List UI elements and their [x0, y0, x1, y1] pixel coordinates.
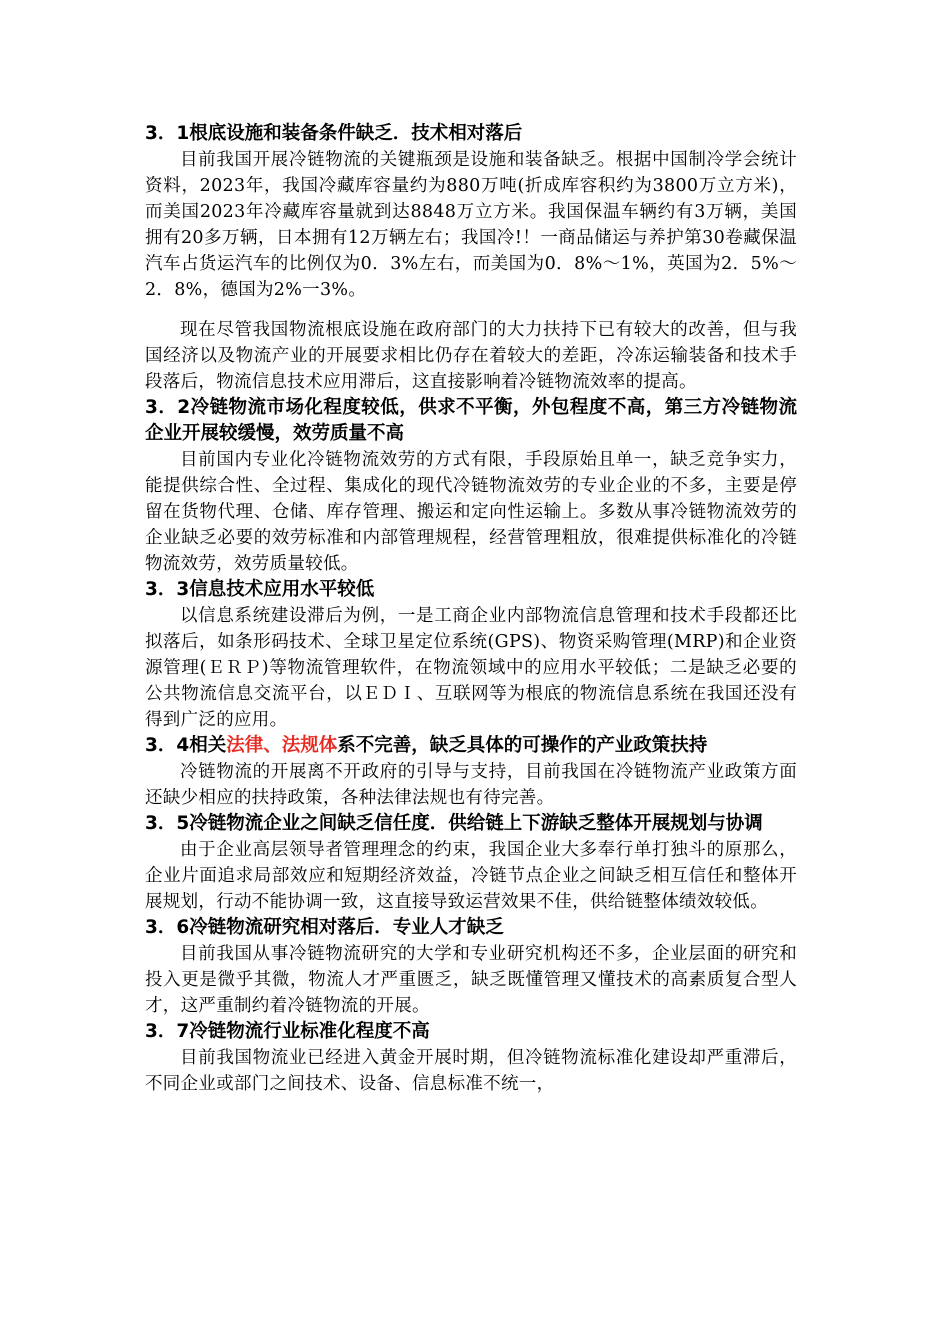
- section-heading-3-4: [145, 733, 797, 759]
- section-heading-3-2: 3．2冷链物流市场化程度较低，供求不平衡，外包程度不高，第三方冷链物流企业开展较缓慢，效劳质量不高: [145, 397, 797, 444]
- section-heading-3-1: 3．1根底设施和装备条件缺乏．技术相对落后: [145, 123, 523, 144]
- section-heading-3-6: 3．6冷链物流研究相对落后．专业人才缺乏: [145, 917, 504, 938]
- paragraph: 以信息系统建设滞后为例，一是工商企业内部物流信息管理和技术手段都还比拟落后，如条形码技术、全球卫星定位系统(GPS)、物资采购管理(MRP)和企业资源管理(ＥＲＰ)等物流管理软件，在物流领域中的应用水平较低；二是缺乏必要的公共物流信息交流平台，以ＥＤＩ、互联网等为根底的物流信息系统在我国还没有得到广泛的应用。: [145, 606, 797, 730]
- paragraph: 目前我国物流业已经进入黄金开展时期，但冷链物流标准化建设却严重滞后，不同企业或部门之间技术、设备、信息标准不统一，: [145, 1048, 797, 1094]
- paragraph: 冷链物流的开展离不开政府的引导与支持，目前我国在冷链物流产业政策方面还缺少相应的扶持政策，各种法律法规也有待完善。: [145, 762, 797, 808]
- heading-prefix: 3．4相关: [145, 735, 227, 756]
- section-heading-3-5: 3．5冷链物流企业之间缺乏信任度．供给链上下游缺乏整体开展规划与协调: [145, 813, 763, 834]
- highlighted-term: 法律、法规体: [226, 735, 338, 756]
- paragraph: 由于企业高层领导者管理理念的约束，我国企业大多奉行单打独斗的原那么，企业片面追求局部效应和短期经济效益，冷链节点企业之间缺乏相互信任和整体开展规划，行动不能协调一致，这直接导致运营效果不佳，供给链整体绩效较低。: [145, 840, 797, 912]
- section-heading-3-3: 3．3信息技术应用水平较低: [145, 579, 375, 600]
- paragraph: 目前我国从事冷链物流研究的大学和专业研究机构还不多，企业层面的研究和投入更是微乎其微，物流人才严重匮乏，缺乏既懂管理又懂技术的高素质复合型人才，这严重制约着冷链物流的开展。: [145, 944, 797, 1016]
- heading-suffix: 系不完善，缺乏具体的可操作的产业政策扶持: [337, 735, 708, 756]
- paragraph: 目前我国开展冷链物流的关键瓶颈是设施和装备缺乏。根据中国制冷学会统计资料，2023年，我国冷藏库容量约为880万吨(折成库容积约为3800万立方米)，而美国2023年冷藏库容量就到达8848万立方米。我国保温车辆约有3万辆，美国拥有20多万辆，日本拥有12万辆左右；我国冷!！一商品储运与养护第30卷藏保温汽车占货运汽车的比例仅为0．3%左右，而美国为0．8%～1%，英国为2．5%～2．8%，德国为2%一3%。: [145, 150, 797, 300]
- document-body: [145, 121, 797, 1097]
- paragraph: 现在尽管我国物流根底设施在政府部门的大力扶持下已有较大的改善，但与我国经济以及物流产业的开展要求相比仍存在着较大的差距，冷冻运输装备和技术手段落后，物流信息技术应用滞后，这直接影响着冷链物流效率的提高。: [145, 320, 797, 392]
- paragraph: 目前国内专业化冷链物流效劳的方式有限，手段原始且单一，缺乏竞争实力，能提供综合性、全过程、集成化的现代冷链物流效劳的专业企业的不多，主要是停留在货物代理、仓储、库存管理、搬运和定向性运输上。多数从事冷链物流效劳的企业缺乏必要的效劳标准和内部管理规程，经营管理粗放，很难提供标准化的冷链物流效劳，效劳质量较低。: [145, 450, 797, 574]
- section-heading-3-7: 3．7冷链物流行业标准化程度不高: [145, 1021, 430, 1042]
